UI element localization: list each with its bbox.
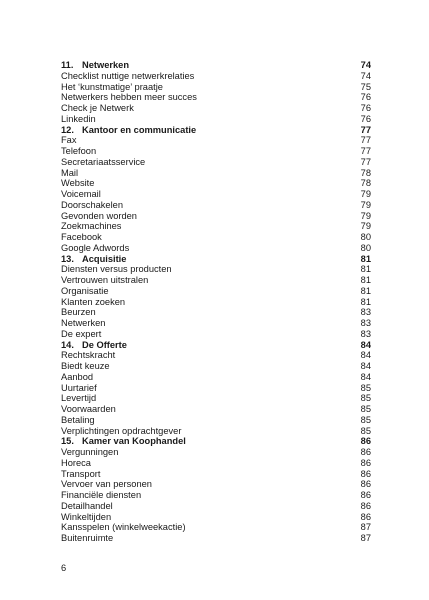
toc-page-number: 76 [360,113,371,124]
toc-page-number: 77 [360,135,371,146]
toc-title-group [61,512,111,523]
entry-title: Beurzen [61,307,96,318]
toc-entry-row [61,329,371,340]
toc-entry-row [61,447,371,458]
toc-page-number: 77 [360,124,371,135]
toc-entry-row [61,479,371,490]
toc-entry-row [61,232,371,243]
toc-page-number: 80 [360,232,371,242]
chapter-number: 11. [61,60,74,70]
toc-page-number: 84 [360,371,371,382]
toc-page-number: 86 [360,457,371,468]
toc-entry-row [61,318,371,329]
toc-title-group [61,211,137,222]
toc-page-number: 86 [360,511,371,522]
toc-entry-row [61,512,371,523]
entry-title: Voorwaarden [61,404,116,414]
toc-entry-row [61,211,371,222]
toc-entry-row [61,297,371,308]
toc-page-number: 81 [360,253,371,264]
toc-entry-row [61,393,371,404]
entry-title: Rechtskracht [61,350,116,361]
toc-title-group [61,286,109,297]
toc-page-number: 77 [360,156,371,167]
toc-entry-row [61,103,371,114]
toc-page-number: 77 [360,146,371,156]
entry-title: Transport [61,468,101,479]
toc-title-group [61,178,94,189]
toc-title-group [61,221,121,232]
chapter-title: Acquisitie [82,253,127,264]
toc-title-group [61,501,113,512]
toc-page-number: 81 [360,275,371,285]
toc-page-number: 79 [360,189,371,199]
toc-page-number: 87 [360,522,371,533]
entry-title: Biedt keuze [61,361,110,371]
entry-title: Vergunningen [61,447,119,457]
entry-title: Winkeltijden [61,511,112,522]
toc-page-number: 83 [360,318,371,328]
entry-title: Website [61,178,95,189]
toc-title-group [61,383,97,394]
toc-page-number: 86 [360,436,371,447]
entry-title: Diensten versus producten [61,264,172,275]
toc-title-group [61,168,78,179]
toc-entry-row [61,404,371,415]
toc-page-number: 78 [360,167,371,178]
toc-entry-row [61,533,371,544]
toc-page-number: 86 [360,479,371,490]
toc-page-number: 83 [360,328,371,339]
toc-title-group [61,146,96,157]
toc-entry-row [61,189,371,200]
toc-page-number: 76 [360,103,371,113]
toc-entry-row [61,168,371,179]
toc-title-group [61,135,77,146]
chapter-number: 13. [61,253,74,264]
toc-title-group [61,243,129,254]
entry-title: Uurtarief [61,382,97,393]
toc-title-group [61,264,172,275]
entry-title: Organisatie [61,285,109,296]
toc-title-group [61,350,115,361]
entry-title: Linkedin [61,113,96,124]
toc-page-number: 84 [360,339,371,350]
toc-title-group [61,479,152,490]
toc-title-group [61,340,127,351]
toc-page-number: 87 [360,533,371,543]
toc-title-group [61,522,186,533]
toc-entry-row [61,82,371,93]
toc-entry-row [61,522,371,533]
toc-entry-row [61,275,371,286]
entry-title: Netwerken [61,318,106,328]
toc-page-number: 78 [360,178,371,189]
toc-entry-row [61,92,371,103]
chapter-title: Netwerken [82,60,130,70]
entry-title: Google Adwords [61,242,130,253]
entry-title: Aanbod [61,371,94,382]
entry-title: Mail [61,167,79,178]
toc-chapter-row [61,60,371,71]
entry-title: Checklist nuttige netwerkrelaties [61,70,195,81]
toc-title-group [61,361,110,372]
entry-title: Facebook [61,232,102,242]
toc-title-group [61,82,163,93]
entry-title: De expert [61,328,102,339]
toc-page-number: 85 [360,425,371,436]
toc-page-number: 86 [360,500,371,511]
toc-chapter-row [61,340,371,351]
entry-title: Het ‘kunstmatige’ praatje [61,81,163,92]
toc-page-number: 85 [360,414,371,425]
toc-entry-row [61,243,371,254]
toc-entry-row [61,200,371,211]
toc-entry-row [61,114,371,125]
toc-page-number: 80 [360,242,371,253]
toc-page-number: 79 [360,199,371,210]
entry-title: Vertrouwen uitstralen [61,275,149,285]
toc-title-group [61,200,123,211]
toc-title-group [61,415,95,426]
toc-entry-row [61,501,371,512]
toc-page-number: 79 [360,221,371,232]
entry-title: Betaling [61,414,95,425]
toc-entry-row [61,221,371,232]
toc-title-group [61,189,101,200]
toc-entry-row [61,71,371,82]
chapter-number: 12. [61,124,74,135]
entry-title: Doorschakelen [61,199,124,210]
toc-title-group [61,254,126,265]
toc-page-number: 86 [360,447,371,457]
toc-title-group [61,307,96,318]
toc-chapter-row [61,436,371,447]
toc-title-group [61,318,105,329]
toc-page-number: 81 [360,296,371,307]
toc-entry-row [61,135,371,146]
toc-page-number: 85 [360,393,371,404]
entry-title: Financiële diensten [61,490,142,500]
entry-title: Check je Netwerk [61,103,134,113]
toc-title-group [61,447,118,458]
toc-page-number: 75 [360,81,371,92]
toc-title-group [61,533,113,544]
toc-entry-row [61,361,371,372]
page-number: 6 [61,563,67,573]
toc-page-number: 86 [360,468,371,479]
toc-entry-row [61,383,371,394]
entry-title: Netwerkers hebben meer succes [61,92,197,103]
toc-title-group [61,297,125,308]
toc-entry-row [61,490,371,501]
toc-title-group [61,157,145,168]
toc-page-number: 81 [360,264,371,275]
toc-entry-row [61,458,371,469]
toc-page-number: 81 [360,285,371,296]
entry-title: Horeca [61,457,91,468]
chapter-title: Kamer van Koophandel [82,436,186,447]
toc-title-group [61,426,181,437]
entry-title: Klanten zoeken [61,296,126,307]
toc-title-group [61,275,148,286]
entry-title: Detailhandel [61,500,113,511]
toc-entry-row [61,264,371,275]
toc-page-number: 85 [360,404,371,414]
toc-title-group [61,329,101,340]
toc-chapter-row [61,125,371,136]
entry-title: Verplichtingen opdrachtgever [61,425,182,436]
toc-title-group [61,393,96,404]
toc-title-group [61,60,129,71]
toc-page-number: 84 [360,350,371,361]
chapter-title: Kantoor en communicatie [82,124,197,135]
toc-chapter-row [61,254,371,265]
entry-title: Vervoer van personen [61,479,152,490]
toc-title-group [61,469,100,480]
chapter-number: 14. [61,339,74,350]
entry-title: Buitenruimte [61,533,114,543]
toc-page-number: 74 [360,60,371,70]
toc-entry-row [61,415,371,426]
chapter-number: 15. [61,436,74,447]
toc-page-number: 86 [360,490,371,500]
toc-page-number: 76 [360,92,371,103]
toc-entry-row [61,350,371,361]
toc-title-group [61,404,116,415]
toc-title-group [61,458,91,469]
toc-page-number: 83 [360,307,371,318]
entry-title: Zoekmachines [61,221,122,232]
toc-entry-row [61,372,371,383]
toc-entry-row [61,286,371,297]
entry-title: Telefoon [61,146,97,156]
toc-page-number: 85 [360,382,371,393]
toc-title-group [61,103,134,114]
entry-title: Fax [61,135,77,146]
toc-entry-row [61,426,371,437]
entry-title: Gevonden worden [61,210,137,221]
table-of-contents [61,60,371,544]
toc-title-group [61,372,93,383]
entry-title: Kansspelen (winkelweekactie) [61,522,186,533]
toc-entry-row [61,307,371,318]
toc-title-group [61,436,186,447]
toc-entry-row [61,178,371,189]
toc-entry-row [61,146,371,157]
toc-title-group [61,114,96,125]
entry-title: Voicemail [61,189,101,199]
toc-page-number: 84 [360,361,371,371]
entry-title: Secretariaatsservice [61,156,146,167]
entry-title: Levertijd [61,393,97,404]
toc-entry-row [61,469,371,480]
toc-title-group [61,490,141,501]
toc-page-number: 74 [360,70,371,81]
toc-title-group [61,92,197,103]
toc-title-group [61,125,196,136]
toc-title-group [61,71,194,82]
toc-entry-row [61,157,371,168]
chapter-title: De Offerte [82,339,127,350]
toc-title-group [61,232,102,243]
toc-page-number: 79 [360,210,371,221]
